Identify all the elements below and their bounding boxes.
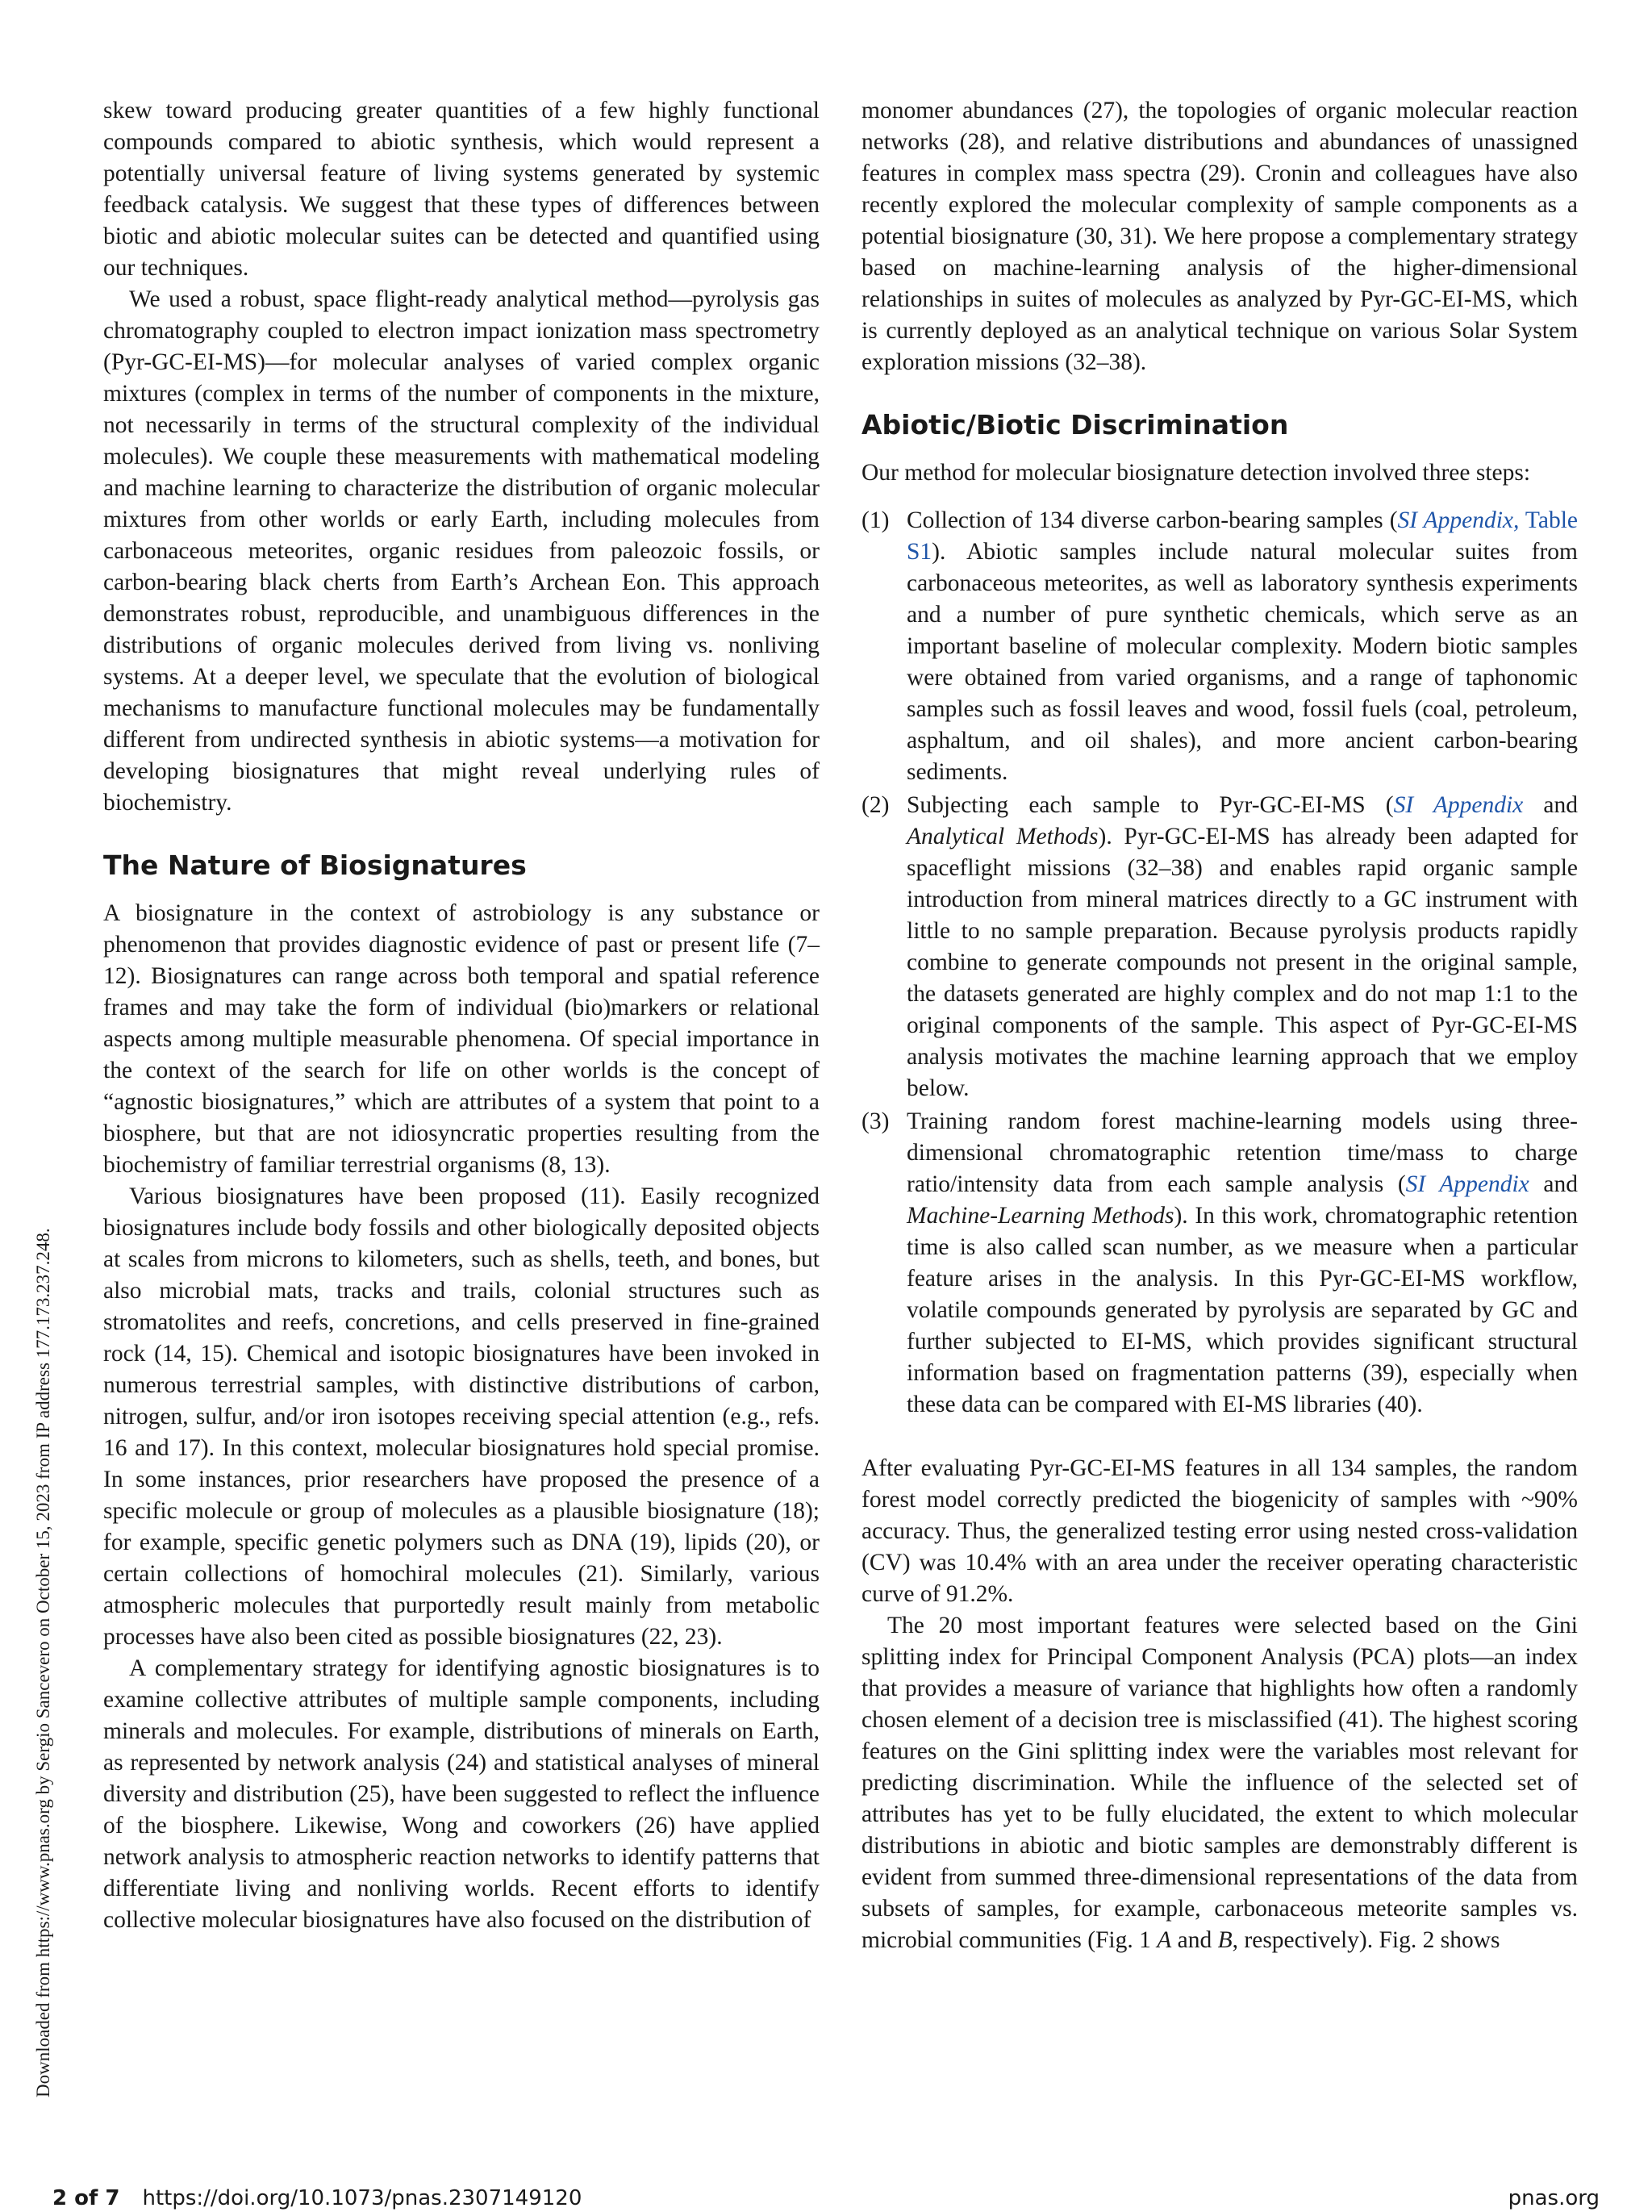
- list-item: (3) Training random forest machine-learning models using three-dimensional chromatographic retention time/mass to charge ratio/intensity data from each sample analysis (SI Appendix and Machine-Learning Methods). In this work, chromatographic retention time is also called scan number, as we measure when a particular feature arises in the analysis. In this Pyr-GC-EI-MS workflow, volatile compounds generated by pyrolysis are separated by GC and further subjected to EI-MS, which provides significant structural information based on fragmentation patterns (39), especially when these data can be compared with EI-MS libraries (40).: [861, 1106, 1578, 1421]
- paragraph: Our method for molecular biosignature detection involved three steps:: [861, 460, 1531, 486]
- paragraph: A complementary strategy for identifying agnostic biosignatures is to examine collective attributes of multiple sample components, including minerals and molecules. For example, distributions of minerals on Earth, as represented by network analysis (24) and statistical analyses of mineral diversity and distribution (25), have been suggested to reflect the influence of the biosphere. Likewise, Wong and coworkers (26) have applied network analysis to atmospheric reaction networks to identify patterns that differentiate living and nonliving worlds. Recent efforts to identify collective molecular biosignatures have also focused on the distribution of: [103, 1655, 820, 1933]
- paragraph: monomer abundances (27), the topologies of organic molecular reaction networks (28), and relative distributions and abundances of unassigned features in complex mass spectra (29). Cronin and colleagues have also recently explored the molecular complexity of sample components as a potential biosignature (30, 31). We here propose a complementary strategy based on machine-learning analysis of the higher-dimensional relationships in suites of molecules as analyzed by Pyr-GC-EI-MS, which is currently deployed as an analytical technique on various Solar System exploration missions (32–38).: [861, 98, 1578, 375]
- paragraph: Various biosignatures have been proposed (11). Easily recognized biosignatures include body fossils and other biologically deposited objects at scales from microns to kilometers, such as shells, teeth, and bones, but also microbial mats, tracks and trails, colonial structures such as stromatolites and reefs, concretions, and cells preserved in fine-grained rock (14, 15). Chemical and isotopic biosignatures have been invoked in numerous terrestrial samples, with distinctive distributions of carbon, nitrogen, sulfur, and/or iron isotopes receiving special attention (e.g., refs. 16 and 17). In this context, molecular biosignatures hold special promise. In some instances, prior researchers have proposed the presence of a specific molecule or group of molecules as a plausible biosignature (18); for example, specific genetic polymers such as DNA (19), lipids (20), or certain collections of homochiral molecules (21). Similarly, various atmospheric molecules that purportedly result mainly from metabolic processes have also been cited as possible biosignatures (22, 23).: [103, 1183, 820, 1650]
- table-s1-link[interactable]: Table S1: [907, 507, 1578, 565]
- list-item: (1) Collection of 134 diverse carbon-bearing samples (SI Appendix, Table S1). Abiotic samples include natural molecular suites from carbonaceous meteorites, as well as laboratory synthesis experiments and a number of pure synthetic chemicals, which serve as an important baseline of molecular complexity. Modern biotic samples were obtained from varied organisms, and a range of taphonomic samples such as fossil leaves and wood, fossil fuels (coal, petroleum, asphaltum, and oil shales), and more ancient carbon-bearing sediments.: [861, 505, 1578, 788]
- site-link[interactable]: pnas.org: [1508, 2186, 1600, 2210]
- list-number: (2): [861, 792, 890, 818]
- paragraph: We used a robust, space flight-ready analytical method—pyrolysis gas chromatography coupled to electron impact ionization mass spectrometry (Pyr-GC-EI-MS)—for molecular analyses of varied complex organic mixtures (complex in terms of the number of components in the mixture, not necessarily in terms of the structural complexity of the individual molecules). We couple these measurements with mathematical modeling and machine learning to characterize the distribution of organic molecular mixtures from other worlds or early Earth, including molecules from carbonaceous meteorites, organic residues from paleozoic fossils, or carbon-bearing black cherts from Earth’s Archean Eon. This approach demonstrates robust, reproducible, and unambiguous differences in the distributions of organic molecules derived from living vs. nonliving systems. At a deeper level, we speculate that the evolution of biological mechanisms to manufacture functional molecules may be fundamentally different from undirected synthesis in abiotic systems—a motivation for developing biosignatures that might reveal underlying rules of biochemistry.: [103, 286, 820, 816]
- page-number: 2 of 7: [52, 2186, 120, 2210]
- paragraph: A biosignature in the context of astrobiology is any substance or phenomenon that provides diagnostic evidence of past or present life (7–12). Biosignatures can range across both temporal and spatial reference frames and may take the form of individual (bio)markers or relational aspects among multiple measurable phenomena. Of special importance in the context of the search for life on other worlds is the concept of “agnostic biosignatures,” which are attributes of a system that point to a biosphere, but that are not idiosyncratic properties resulting from the biochemistry of familiar terrestrial organisms (8, 13).: [103, 900, 820, 1178]
- section-heading: The Nature of Biosignatures: [103, 849, 527, 881]
- si-appendix-link[interactable]: SI Appendix: [1405, 1171, 1529, 1197]
- si-appendix-link[interactable]: SI Appendix,: [1397, 507, 1520, 533]
- paragraph: After evaluating Pyr-GC-EI-MS features in all 134 samples, the random forest model correctly predicted the biogenicity of samples with ~90% accuracy. Thus, the generalized testing error using nested cross-validation (CV) was 10.4% with an area under the receiver operating characteristic curve of 91.2%.: [861, 1455, 1578, 1607]
- download-notice: Downloaded from https://www.pnas.org by Sergio Sancevero on October 15, 2023 from IP address 177.173.237.248.: [33, 1228, 53, 2097]
- page-footer: [52, 2186, 1600, 2210]
- steps-list: [861, 505, 1578, 1421]
- list-item: (2) Subjecting each sample to Pyr-GC-EI-MS (SI Appendix and Analytical Methods). Pyr-GC-EI-MS has already been adapted for spaceflight missions (32–38) and enables rapid organic sample introduction from mineral matrices directly to a GC instrument with little to no sample preparation. Because pyrolysis products rapidly combine to generate compounds not present in the original sample, the datasets generated are highly complex and do not map 1:1 to the original components of the sample. This aspect of Pyr-GC-EI-MS analysis motivates the machine learning approach that we employ below.: [861, 790, 1578, 1104]
- paragraph: skew toward producing greater quantities of a few highly functional compounds compared to abiotic synthesis, which would represent a potentially universal feature of living systems generated by systemic feedback catalysis. We suggest that these types of differences between biotic and abiotic molecular suites can be detected and quantified using our techniques.: [103, 98, 820, 281]
- left-column: [103, 95, 820, 1936]
- doi-link[interactable]: https://doi.org/10.1073/pnas.2307149120: [142, 2186, 582, 2210]
- paragraph: The 20 most important features were selected based on the Gini splitting index for Principal Component Analysis (PCA) plots—an index that provides a measure of variance that highlights how often a randomly chosen element of a decision tree is misclassified (41). The highest scoring features on the Gini splitting index were the variables most relevant for predicting discrimination. While the influence of the selected set of attributes has yet to be fully elucidated, the extent to which molecular distributions in abiotic and biotic samples are demonstrably different is evident from summed three-dimensional representations of the data from subsets of samples, for example, carbonaceous meteorite samples vs. microbial communities (Fig. 1 A and B, respectively). Fig. 2 shows: [861, 1613, 1578, 1953]
- list-number: (1): [861, 507, 890, 533]
- right-column: [861, 95, 1578, 1956]
- list-number: (3): [861, 1108, 890, 1134]
- si-appendix-link[interactable]: SI Appendix: [1393, 792, 1524, 818]
- section-heading: Abiotic/Biotic Discrimination: [861, 409, 1289, 440]
